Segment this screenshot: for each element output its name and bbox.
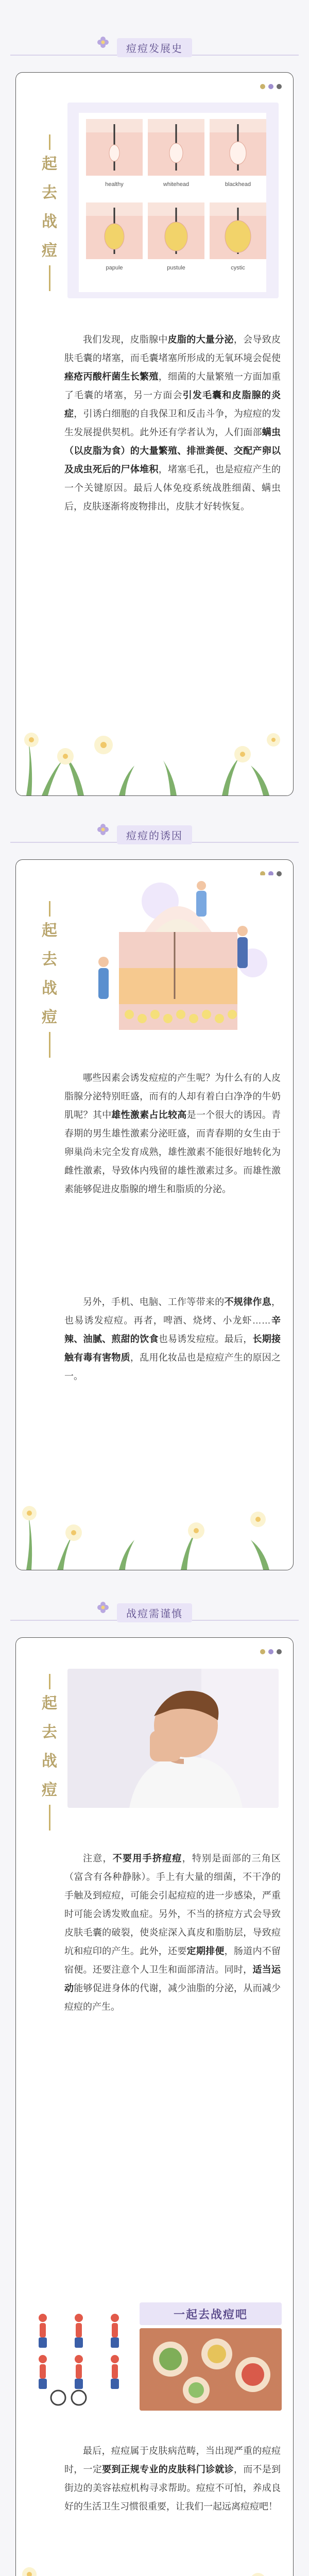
skin-stage-label: whitehead [163, 181, 190, 188]
vertical-title-char: 痘 [42, 1781, 57, 1799]
text: 是一个很大的诱因。青春期的男生雄性激素分泌旺盛，而青春期的女生由于卵巢尚未完全发育成熟，雄性激素不能很好地转化为雌性激素，导致体内残留的雄性激素过多。而雄性激素能够促进皮脂腺的增生和脂质的分泌。 [64, 1110, 281, 1194]
skin-stage-label: pustule [167, 265, 185, 271]
vertical-title-char: 战 [42, 1752, 57, 1770]
boy-photo [67, 1669, 279, 1808]
skin-stages-diagram [67, 103, 279, 298]
bold-text: 不要用手挤痘痘 [112, 1853, 182, 1863]
vertical-title-char: 去 [42, 951, 57, 969]
vertical-title-char: 痘 [42, 242, 57, 260]
card-acne-history [15, 72, 294, 796]
bold-text: 长期接触有毒有害物质 [64, 1334, 281, 1363]
text: 哪些因素会诱发痘痘的产生呢？为什么有的人皮脂腺分泌特别旺盛，而有的人却有着白白净净的牛奶肌呢？其中 [64, 1073, 281, 1120]
vertical-title-char: 起 [42, 155, 57, 173]
text: ，细菌的大量繁殖一方面加重了毛囊的堵塞，另一方面会 [64, 371, 281, 400]
bold-text: 定期排便 [186, 1946, 225, 1956]
dot-icon [277, 1649, 282, 1654]
paragraph-care-2 [64, 2442, 281, 2516]
bold-text: 不规律作息 [224, 1297, 271, 1307]
section-header-3 [0, 1597, 309, 1628]
card-acne-care [15, 1637, 294, 2576]
vertical-title-char: 战 [42, 979, 57, 997]
vertical-title [36, 134, 63, 291]
section-header-2 [0, 819, 309, 850]
text: ，会导致皮肤毛囊的堵塞，而毛囊堵塞所形成的无氧环境会促使 [64, 334, 281, 363]
window-dots [260, 1649, 282, 1654]
section-heading: 痘痘的诱因 [117, 825, 192, 844]
vertical-title [36, 1674, 63, 1831]
window-dots [260, 84, 282, 89]
vertical-title-char: 去 [42, 184, 57, 202]
bold-text: 要到正规专业的皮肤科门诊就诊 [102, 2464, 234, 2475]
section-heading: 战痘需谨慎 [117, 1603, 192, 1622]
paragraph-causes-2 [64, 1293, 281, 1385]
flower-decoration [16, 709, 293, 795]
text: ，肠道内不留宿便。还要注意个人卫生和面部清洁。同时， [64, 1946, 281, 1975]
vertical-title-char: 起 [42, 922, 57, 940]
bold-text: 痤疮丙酸杆菌生长繁殖 [64, 371, 159, 382]
bold-text: 雄性激素占比较高 [111, 1110, 187, 1120]
food-photo [140, 2328, 282, 2411]
flower-icon [97, 36, 109, 48]
flower-decoration [16, 2545, 293, 2576]
section-heading: 痘痘发展史 [117, 38, 192, 57]
text: 我们发现，皮脂腺中 [83, 334, 168, 345]
bold-text: 螨虫（以皮脂为食）的大量繁殖、排泄粪便、交配产卵以及成虫死后的尸体堆积 [64, 427, 281, 474]
text: ，乱用化妆品也是痘痘产生的原因之一。 [64, 1352, 281, 1381]
section-header-1 [0, 32, 309, 63]
text: ，堵塞毛孔，也是痘痘产生的一个关键原因。最后人体免疫系统战胜细菌、螨虫后，皮肤逐渐将废物排出，皮肤才好转恢复。 [64, 464, 281, 512]
bold-text: 辛辣、油腻、煎甜的饮食 [64, 1315, 281, 1344]
text: 最后，痘痘属于皮肤病范畴，当出现严重的痘痘时，一定 [64, 2446, 281, 2475]
skin-stage-label: healthy [105, 181, 124, 188]
vertical-title-char: 去 [42, 1723, 57, 1741]
text: ，特别是面部的三角区（富含有各种静脉）。手上有大量的细菌，不干净的手触及到痘痘，可能会引起痘痘的进一步感染，严重时可能会诱发败血症。另外，不当的挤痘方式会导致皮肤毛囊的破裂，使炎症深入真皮和脂肪层，导致痘坑和痘印的产生。此外，还要 [64, 1853, 281, 1956]
bold-text: 皮脂的大量分泌 [167, 334, 234, 345]
paragraph-causes-1 [64, 1069, 281, 1198]
bold-text: 适当运动 [64, 1964, 281, 1993]
flower-decoration [16, 1483, 293, 1570]
text: ，而不是到街边的美容祛痘机构寻求帮助。痘痘不可怕，养成良好的生活卫生习惯很重要，让我们一起远离痘痘吧！ [64, 2464, 281, 2512]
paragraph-care-1 [64, 1849, 281, 2016]
vertical-title [36, 901, 63, 1058]
people-exercising-icon [27, 2302, 130, 2411]
dot-icon [268, 84, 273, 89]
dot-icon [268, 1649, 273, 1654]
text: 也易诱发痘痘。最后， [158, 1334, 253, 1344]
dot-icon [260, 1649, 265, 1654]
text: 能够促进身体的代谢，减少油脂的分泌，从而减少痘痘的产生。 [64, 1983, 281, 2012]
text: ，也易诱发痘痘。再者，啤酒、烧烤、小龙虾…… [64, 1297, 281, 1326]
flower-icon [97, 823, 109, 836]
skin-layer-drawing [67, 875, 279, 1045]
acne-stages-illustration [67, 103, 279, 298]
flower-icon [97, 1601, 109, 1614]
banner-text: 一起去战痘吧 [173, 2308, 248, 2321]
skin-cross-section-illustration [67, 875, 279, 1045]
text: 另外，手机、电脑、工作等带来的 [83, 1297, 225, 1307]
text: ，引诱白细胞的自我保卫和反击斗争，为痘痘的发生发展提供契机。此外还有学者认为，人们面部 [64, 409, 281, 437]
boy-with-acne-image [67, 1669, 279, 1808]
dot-icon [260, 84, 265, 89]
skin-stage-label: cystic [231, 265, 245, 271]
vertical-title-char: 战 [42, 213, 57, 231]
card-acne-causes [15, 859, 294, 1570]
dot-icon [277, 84, 282, 89]
exercise-illustration [27, 2302, 130, 2411]
healthy-food-image [140, 2328, 282, 2411]
skin-stage-label: blackhead [225, 181, 251, 188]
text: 注意， [83, 1853, 113, 1863]
vertical-title-char: 起 [42, 1694, 57, 1713]
paragraph-acne-history [64, 330, 281, 516]
bold-text: 引发毛囊和皮脂腺的炎症 [64, 390, 281, 419]
skin-stage-label: papule [106, 265, 123, 271]
banner-box [140, 2302, 282, 2325]
vertical-title-char: 痘 [42, 1008, 57, 1026]
